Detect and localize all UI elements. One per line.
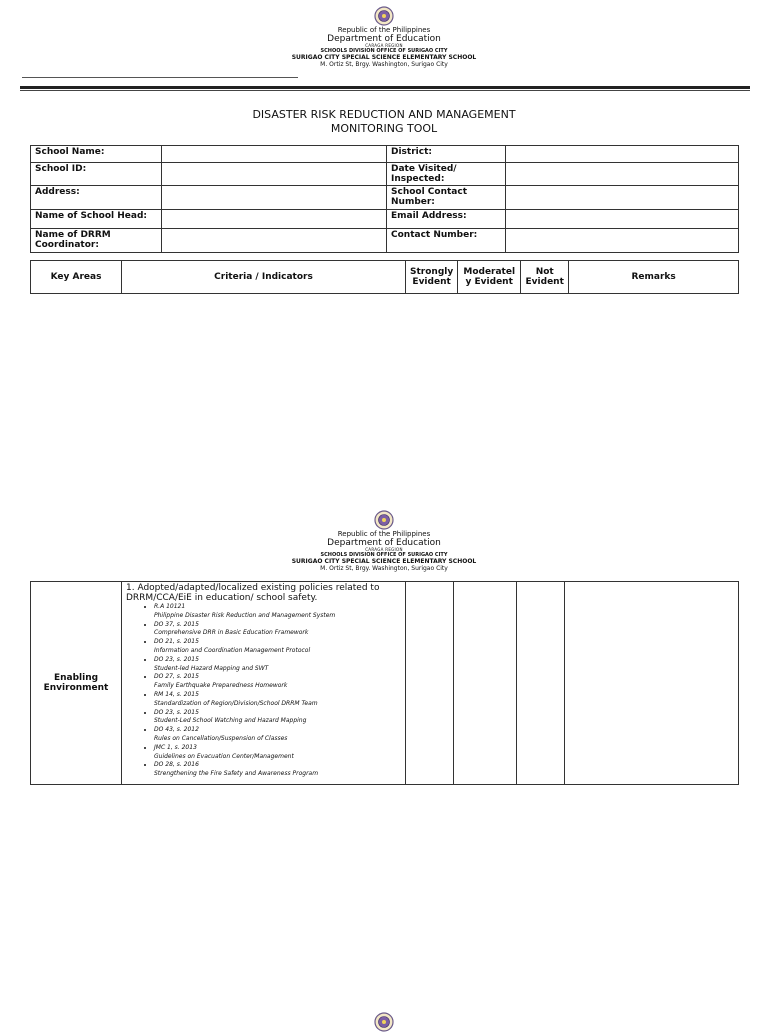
criterion-text: 1. Adopted/adapted/localized existing policies related to DRRM/CCA/EiE in education/ school safety.: [126, 583, 380, 603]
policy-code: • DO 28, s. 2016: [154, 761, 199, 769]
policy-item: [154, 621, 401, 639]
letterhead-page-2: [0, 530, 768, 573]
header-region: CARAGA REGION: [365, 547, 403, 553]
school-id-label: School ID:: [31, 163, 162, 186]
policy-description: Student-led Hazard Mapping and SWT: [154, 664, 269, 672]
col-moderately-evident: Moderatel y Evident: [458, 261, 521, 294]
header-region: CARAGA REGION: [365, 43, 403, 49]
header-school: SURIGAO CITY SPECIAL SCIENCE ELEMENTARY SCHOOL: [291, 557, 477, 565]
header-department: Department of Education: [327, 34, 441, 45]
email-field[interactable]: [506, 210, 739, 229]
header-division: SCHOOLS DIVISION OFFICE OF SURIGAO CITY: [320, 47, 448, 54]
district-field[interactable]: [506, 146, 739, 163]
deped-seal-icon: [374, 6, 394, 26]
policy-code: • R.A 10121: [154, 603, 186, 610]
policy-list: [126, 603, 401, 779]
policy-item: [154, 673, 401, 691]
date-visited-field[interactable]: [506, 163, 739, 186]
district-label: District:: [387, 146, 506, 163]
policy-code: • DO 43, s. 2012: [154, 726, 199, 734]
strongly-evident-cell[interactable]: [406, 582, 454, 785]
policy-item: [154, 709, 401, 727]
policy-description: Student-Led School Watching and Hazard Mapping: [154, 717, 307, 725]
school-head-label: Name of School Head:: [31, 210, 162, 229]
policy-item: [154, 691, 401, 709]
criteria-header-table: [30, 260, 739, 294]
policy-item: [154, 638, 401, 656]
policy-description: Information and Coordination Management Protocol: [154, 646, 311, 654]
policy-description: Family Earthquake Preparedness Homework: [154, 682, 288, 690]
title-line-1: DISASTER RISK REDUCTION AND MANAGEMENT: [252, 108, 516, 121]
header-republic: Republic of the Philippines: [337, 530, 431, 538]
policy-code: • DO 23, s. 2015: [154, 655, 199, 663]
policy-item: [154, 761, 401, 779]
col-criteria: Criteria / Indicators: [122, 261, 406, 294]
header-school: SURIGAO CITY SPECIAL SCIENCE ELEMENTARY SCHOOL: [291, 53, 477, 61]
policy-item: [154, 744, 401, 762]
remarks-cell[interactable]: [565, 582, 739, 785]
policy-item: [154, 726, 401, 744]
school-name-label: School Name:: [31, 146, 162, 163]
col-strongly-evident: Strongly Evident: [406, 261, 458, 294]
address-field[interactable]: [162, 186, 387, 210]
moderately-evident-cell[interactable]: [454, 582, 517, 785]
header-divider: [20, 86, 750, 89]
document-title: [0, 108, 768, 136]
criteria-cell: [122, 582, 406, 785]
school-id-field[interactable]: [162, 163, 387, 186]
not-evident-cell[interactable]: [517, 582, 565, 785]
letterhead: [0, 26, 768, 69]
col-remarks: Remarks: [569, 261, 739, 294]
school-name-field[interactable]: [162, 146, 387, 163]
policy-description: Rules on Cancellation/Suspension of Classes: [154, 734, 288, 742]
email-label: Email Address:: [387, 210, 506, 229]
header-republic: Republic of the Philippines: [337, 26, 431, 34]
header-underline: [22, 77, 298, 78]
contact-number-label: Contact Number:: [387, 229, 506, 253]
title-line-2: MONITORING TOOL: [330, 122, 438, 135]
header-address: M. Ortiz St, Brgy. Washington, Surigao City: [320, 60, 448, 68]
contact-number-field[interactable]: [506, 229, 739, 253]
policy-description: Philippine Disaster Risk Reduction and Management System: [154, 611, 336, 619]
school-contact-label: School Contact Number:: [387, 186, 506, 210]
policy-code: • DO 27, s. 2015: [154, 673, 199, 681]
header-division: SCHOOLS DIVISION OFFICE OF SURIGAO CITY: [320, 551, 448, 558]
header-address: M. Ortiz St, Brgy. Washington, Surigao City: [320, 564, 448, 572]
policy-code: • JMC 1, s. 2013: [154, 743, 197, 751]
col-not-evident: Not Evident: [521, 261, 569, 294]
school-head-field[interactable]: [162, 210, 387, 229]
policy-item: [154, 656, 401, 674]
school-contact-field[interactable]: [506, 186, 739, 210]
policy-description: Strengthening the Fire Safety and Awareness Program: [154, 770, 319, 778]
school-info-table: [30, 145, 739, 253]
header-divider-thin: [20, 90, 750, 91]
policy-code: • DO 37, s. 2015: [154, 620, 199, 628]
policy-code: • DO 21, s. 2015: [154, 638, 199, 646]
policy-description: Standardization of Region/Division/School DRRM Team: [154, 699, 318, 707]
deped-seal-icon: [374, 1012, 394, 1032]
address-label: Address:: [31, 186, 162, 210]
policy-description: Comprehensive DRR in Basic Education Framework: [154, 629, 309, 637]
policy-item: [154, 603, 401, 621]
deped-seal-icon: [374, 510, 394, 530]
drrm-coordinator-field[interactable]: [162, 229, 387, 253]
enabling-environment-table: [30, 581, 739, 785]
policy-code: • DO 23, s. 2015: [154, 708, 199, 716]
drrm-coordinator-label: Name of DRRM Coordinator:: [31, 229, 162, 253]
header-department: Department of Education: [327, 538, 441, 549]
policy-code: • RM 14, s. 2015: [154, 690, 199, 698]
key-area-cell: Enabling Environment: [31, 582, 122, 785]
policy-description: Guidelines on Evacuation Center/Management: [154, 752, 294, 760]
date-visited-label: Date Visited/ Inspected:: [387, 163, 506, 186]
col-key-areas: Key Areas: [31, 261, 122, 294]
